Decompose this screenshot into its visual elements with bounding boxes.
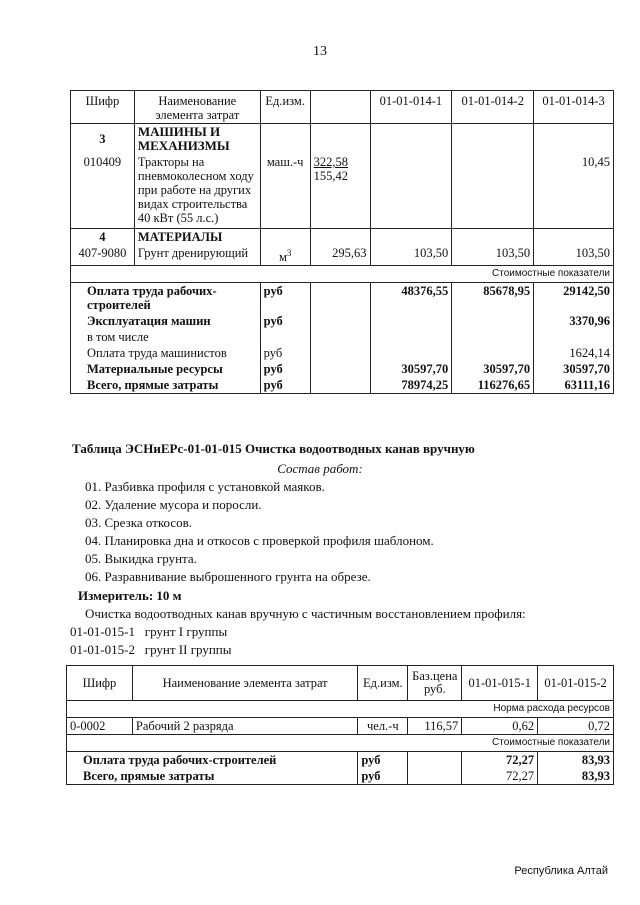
summary-unit	[260, 329, 310, 345]
header-col-2: 01-01-015-2	[538, 666, 614, 701]
header-col-2: 01-01-014-2	[452, 91, 534, 124]
summary-value-1	[370, 345, 452, 361]
summary-unit: руб	[260, 377, 310, 394]
section-title: МАШИНЫ И МЕХАНИЗМЫ	[134, 124, 260, 155]
header-name: Наименование элемента затрат	[132, 666, 357, 701]
value-2	[452, 154, 534, 229]
work-item: 06. Разравнивание выброшенного грунта на обрезе.	[85, 569, 371, 584]
resource-price: 116,57	[408, 718, 462, 735]
value-1	[370, 154, 452, 229]
summary-name: Оплата труда рабочих-строителей	[67, 752, 358, 769]
summary-value-1: 72,27	[462, 768, 538, 785]
price-bottom: 155,42	[313, 169, 349, 183]
summary-row	[71, 345, 614, 361]
summary-value-3: 29142,50	[534, 283, 614, 314]
norm-label: Норма расхода ресурсов	[67, 701, 614, 718]
summary-value-2	[452, 313, 534, 329]
summary-value-3: 30597,70	[534, 361, 614, 377]
summary-value-2: 83,93	[538, 752, 614, 769]
summary-name: Эксплуатация машин	[71, 313, 261, 329]
resource-name: Тракторы на пневмоколесном ходу при работе на других видах строительства 40 кВт (55 л.с.)	[134, 154, 260, 229]
summary-unit: руб	[260, 283, 310, 314]
section-materials-row	[71, 229, 614, 246]
resource-unit	[260, 245, 310, 266]
section-machines-row	[71, 124, 614, 155]
summary-value-1: 30597,70	[370, 361, 452, 377]
summary-value-1: 78974,25	[370, 377, 452, 394]
header-col-1: 01-01-015-1	[462, 666, 538, 701]
summary-value-2: 83,93	[538, 768, 614, 785]
header-code: Шифр	[67, 666, 133, 701]
summary-row	[67, 752, 614, 769]
header-unit: Ед.изм.	[358, 666, 408, 701]
norm-row	[67, 701, 614, 718]
summary-name: в том числе	[71, 329, 261, 345]
work-description: Очистка водоотводных канав вручную с частичным восстановлением профиля:	[85, 606, 526, 621]
section-number: 4	[71, 229, 135, 246]
resource-code: 407-9080	[71, 245, 135, 266]
cost-indicators-row	[67, 735, 614, 752]
work-item: 03. Срезка откосов.	[85, 515, 193, 530]
measure-unit: Измеритель: 10 м	[78, 588, 182, 603]
summary-value-3: 63111,16	[534, 377, 614, 394]
cost-indicators-label: Стоимостные показатели	[67, 735, 614, 752]
resource-price	[310, 154, 370, 229]
resource-table-015	[66, 665, 614, 785]
cost-indicators-label: Стоимостные показатели	[71, 266, 614, 283]
value-2: 103,50	[452, 245, 534, 266]
table-header-row	[71, 91, 614, 124]
unit-text: м	[278, 250, 287, 265]
section-title: МАТЕРИАЛЫ	[134, 229, 260, 246]
summary-unit: руб	[358, 768, 408, 785]
header-name: Наименование элемента затрат	[134, 91, 260, 124]
summary-unit: руб	[260, 361, 310, 377]
table-row	[67, 718, 614, 735]
work-item: 02. Удаление мусора и поросли.	[85, 497, 262, 512]
summary-row	[71, 313, 614, 329]
summary-value-2: 116276,65	[452, 377, 534, 394]
work-item: 05. Выкидка грунта.	[85, 551, 197, 566]
header-col-3: 01-01-014-3	[534, 91, 614, 124]
summary-value-2: 85678,95	[452, 283, 534, 314]
summary-value-1: 48376,55	[370, 283, 452, 314]
price-top: 322,58	[313, 155, 349, 169]
table-title: Таблица ЭСНиЕРс-01-01-015 Очистка водоотводных канав вручную	[72, 441, 475, 456]
summary-unit: руб	[358, 752, 408, 769]
value-2: 0,72	[538, 718, 614, 735]
group-item: 01-01-015-1 грунт I группы	[70, 624, 228, 639]
table-header-row	[67, 666, 614, 701]
footer-region: Республика Алтай	[514, 865, 608, 877]
section-number: 3	[71, 124, 135, 155]
composition-heading: Состав работ:	[277, 461, 363, 476]
summary-name: Материальные ресурсы	[71, 361, 261, 377]
resource-code: 0-0002	[67, 718, 133, 735]
summary-row	[67, 768, 614, 785]
work-item: 01. Разбивка профиля с установкой маяков.	[85, 479, 325, 494]
table-row	[71, 154, 614, 229]
resource-name: Грунт дренирующий	[134, 245, 260, 266]
summary-value-1: 72,27	[462, 752, 538, 769]
header-unit: Ед.изм.	[260, 91, 310, 124]
summary-row	[71, 361, 614, 377]
resource-code: 010409	[71, 154, 135, 229]
summary-unit: руб	[260, 345, 310, 361]
value-1: 0,62	[462, 718, 538, 735]
summary-unit: руб	[260, 313, 310, 329]
value-3: 103,50	[534, 245, 614, 266]
summary-value-3: 1624,14	[534, 345, 614, 361]
cost-indicators-row	[71, 266, 614, 283]
resource-unit: маш.-ч	[260, 154, 310, 229]
table-row	[71, 245, 614, 266]
header-price: Баз.цена руб.	[408, 666, 462, 701]
summary-value-3: 3370,96	[534, 313, 614, 329]
group-item: 01-01-015-2 грунт II группы	[70, 642, 232, 657]
header-col-1: 01-01-014-1	[370, 91, 452, 124]
resource-name: Рабочий 2 разряда	[132, 718, 357, 735]
summary-row	[71, 283, 614, 314]
value-3: 10,45	[534, 154, 614, 229]
summary-value-1	[370, 313, 452, 329]
value-1: 103,50	[370, 245, 452, 266]
summary-name: Оплата труда рабочих-строителей	[71, 283, 261, 314]
summary-name: Всего, прямые затраты	[71, 377, 261, 394]
summary-name: Всего, прямые затраты	[67, 768, 358, 785]
summary-value-2	[452, 345, 534, 361]
resource-price: 295,63	[310, 245, 370, 266]
header-code: Шифр	[71, 91, 135, 124]
summary-value-2: 30597,70	[452, 361, 534, 377]
summary-name: Оплата труда машинистов	[71, 345, 261, 361]
summary-row	[71, 329, 614, 345]
resource-unit: чел.-ч	[358, 718, 408, 735]
resource-table-014	[70, 90, 614, 394]
header-price	[310, 91, 370, 124]
summary-row	[71, 377, 614, 394]
unit-superscript: 3	[286, 248, 292, 258]
page-number: 13	[313, 44, 327, 59]
work-item: 04. Планировка дна и откосов с проверкой профиля шаблоном.	[85, 533, 434, 548]
